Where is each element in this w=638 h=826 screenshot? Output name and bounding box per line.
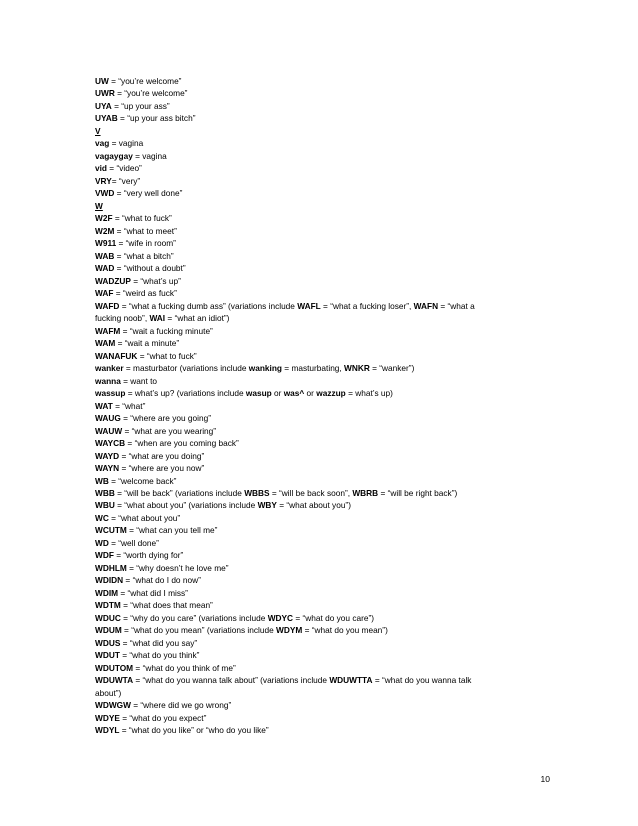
page-number: 10 [540, 774, 550, 784]
definition-text: = “what does that mean” [120, 600, 213, 611]
definition-text: = “what do you like” or “who do you like” [119, 725, 269, 736]
glossary-line [95, 487, 545, 499]
definition-text: = “wait a fucking minute” [120, 325, 213, 336]
term: W2M [95, 225, 115, 236]
definition-text: = “without a doubt” [114, 263, 186, 274]
glossary-line [95, 100, 545, 112]
glossary-line [95, 674, 545, 686]
glossary-entries [95, 75, 545, 737]
term: UYA [95, 100, 112, 111]
term: WAT [95, 400, 113, 411]
glossary-line [95, 512, 545, 524]
term: WDYE [95, 712, 120, 723]
glossary-line [95, 687, 545, 699]
term: W911 [95, 238, 117, 249]
definition-text: = “where are you going” [120, 413, 211, 424]
glossary-line [95, 325, 545, 337]
glossary-line [95, 237, 545, 249]
term: WBRB [352, 487, 379, 498]
definition-text: = what’s up? (variations include [125, 388, 246, 399]
term: wazzup [316, 388, 346, 399]
section-letter: W [95, 200, 103, 211]
definition-text: = masturbating, [282, 363, 345, 374]
section-heading [95, 200, 545, 212]
term: WBB [95, 487, 115, 498]
definition-text: = “what do you think” [119, 650, 200, 661]
term: was^ [283, 388, 305, 399]
definition-text: = masturbator (variations include [123, 363, 249, 374]
glossary-line [95, 412, 545, 424]
definition-text: = “weird as fuck” [113, 288, 177, 299]
definition-text: = “will be back” (variations include [114, 487, 245, 498]
term: WAM [95, 338, 116, 349]
glossary-line [95, 75, 545, 87]
definition-text: fucking noob”, [95, 313, 150, 324]
definition-text: = “will be back soon”, [269, 487, 353, 498]
term: WDUTOM [95, 662, 134, 673]
definition-text: = “up your ass” [111, 100, 170, 111]
glossary-line [95, 287, 545, 299]
definition-text: = “what are you doing” [119, 450, 205, 461]
term: UWR [95, 88, 115, 99]
glossary-line [95, 574, 545, 586]
definition-text: = “what about you”) [276, 500, 351, 511]
definition-text: about”) [95, 687, 122, 698]
glossary-line [95, 275, 545, 287]
definition-text: = “what can you tell me” [126, 525, 218, 536]
term: wanker [95, 363, 124, 374]
term: UYAB [95, 113, 118, 124]
term: WAB [95, 250, 115, 261]
glossary-line [95, 337, 545, 349]
term: WDF [95, 550, 114, 561]
glossary-line [95, 599, 545, 611]
glossary-line [95, 137, 545, 149]
term: UW [95, 76, 109, 86]
section-heading [95, 125, 545, 137]
glossary-line [95, 212, 545, 224]
glossary-line [95, 699, 545, 711]
term: WAFD [95, 300, 120, 311]
definition-text: = “what about you” (variations include [114, 500, 258, 511]
definition-text: = “worth dying for” [113, 550, 184, 561]
definition-text: = “video” [107, 163, 142, 174]
definition-text: = “what do you care”) [293, 612, 374, 623]
term: WADZUP [95, 275, 131, 286]
glossary-line [95, 499, 545, 511]
term: wasup [245, 388, 272, 399]
definition-text: = “very well done” [114, 188, 183, 199]
glossary-line [95, 362, 545, 374]
definition-text: = “why do you care” (variations include [120, 612, 268, 623]
term: wassup [95, 388, 126, 399]
glossary-line [95, 562, 545, 574]
term: WDYM [276, 625, 303, 636]
definition-text: = “what are you wearing” [122, 425, 217, 436]
term: wanna [95, 375, 121, 386]
term: WDYL [95, 725, 120, 736]
glossary-line [95, 649, 545, 661]
definition-text: = “what’s up” [130, 275, 181, 286]
term: WAYD [95, 450, 120, 461]
glossary-line [95, 250, 545, 262]
glossary-line [95, 549, 545, 561]
term: WBY [257, 500, 277, 511]
term: VRY [95, 175, 112, 186]
definition-text: = “wife in room” [116, 238, 176, 249]
term: W2F [95, 213, 113, 224]
definition-text: = “what do you mean”) [302, 625, 388, 636]
glossary-line [95, 587, 545, 599]
term: WDUS [95, 637, 121, 648]
term: WAD [95, 263, 115, 274]
glossary-line [95, 662, 545, 674]
definition-text: = “when are you coming back” [125, 438, 239, 449]
term: vag [95, 138, 110, 149]
glossary-line [95, 425, 545, 437]
term: WAYN [95, 463, 120, 474]
glossary-line [95, 150, 545, 162]
term: WAUG [95, 413, 121, 424]
definition-text: = “what do you expect” [119, 712, 207, 723]
definition-text: = want to [120, 375, 158, 386]
definition-text: = “you’re welcome” [114, 88, 188, 99]
term: WNKR [344, 363, 370, 374]
term: WAFM [95, 325, 121, 336]
term: WDYC [267, 612, 294, 623]
term: WAYCB [95, 438, 126, 449]
glossary-line [95, 524, 545, 536]
term: WAFL [297, 300, 321, 311]
definition-text: or [271, 388, 284, 399]
definition-text: = “what about you” [108, 512, 181, 523]
term: vagaygay [95, 150, 133, 161]
definition-text: = vagina [132, 150, 167, 161]
definition-text: = “what do you wanna talk [372, 675, 472, 686]
definition-text: = vagina [109, 138, 144, 149]
definition-text: = “what did you say” [120, 637, 198, 648]
term: WAI [149, 313, 166, 324]
glossary-line [95, 262, 545, 274]
definition-text: = “what do you wanna talk about” (variations include [133, 675, 330, 686]
term: WAFN [413, 300, 439, 311]
glossary-line [95, 375, 545, 387]
glossary-line [95, 87, 545, 99]
definition-text: = “where are you now” [119, 463, 205, 474]
term: WDUC [95, 612, 121, 623]
glossary-line [95, 624, 545, 636]
definition-text: = “you’re welcome” [108, 76, 182, 86]
term: WDTM [95, 600, 121, 611]
definition-text: = “what” [112, 400, 146, 411]
glossary-line [95, 387, 545, 399]
glossary-line [95, 175, 545, 187]
term: WDIM [95, 587, 119, 598]
definition-text: = “what to fuck” [112, 213, 172, 224]
glossary-line [95, 537, 545, 549]
glossary-line [95, 112, 545, 124]
glossary-line [95, 724, 545, 736]
term: WB [95, 475, 109, 486]
term: WDUWTTA [329, 675, 373, 686]
definition-text: = “what do you mean” (variations include [121, 625, 276, 636]
term: WBU [95, 500, 115, 511]
definition-text: = “well done” [108, 537, 159, 548]
term: vid [95, 163, 107, 174]
definition-text: or [304, 388, 317, 399]
term: VWD [95, 188, 115, 199]
term: WANAFUK [95, 350, 138, 361]
term: WAF [95, 288, 114, 299]
definition-text: = “wanker”) [369, 363, 415, 374]
glossary-line [95, 312, 545, 324]
definition-text: = “what an idiot”) [165, 313, 230, 324]
glossary-line [95, 712, 545, 724]
definition-text: = “what do you think of me” [133, 662, 236, 673]
glossary-line [95, 350, 545, 362]
definition-text: = “what a fucking loser”, [320, 300, 414, 311]
glossary-line [95, 162, 545, 174]
glossary-line [95, 400, 545, 412]
definition-text: = “where did we go wrong” [130, 700, 232, 711]
definition-text: = “welcome back” [108, 475, 177, 486]
glossary-line [95, 225, 545, 237]
term: WDWGW [95, 700, 131, 711]
glossary-line [95, 450, 545, 462]
glossary-line [95, 462, 545, 474]
definition-text: = what’s up) [345, 388, 393, 399]
definition-text: = “what a fucking dumb ass” (variations include [119, 300, 298, 311]
term: WD [95, 537, 109, 548]
term: wanking [248, 363, 282, 374]
term: WDHLM [95, 562, 127, 573]
definition-text: = “very” [111, 175, 141, 186]
term: WDIDN [95, 575, 124, 586]
glossary-line [95, 637, 545, 649]
term: WC [95, 512, 109, 523]
definition-text: = “wait a minute” [115, 338, 180, 349]
definition-text: = “what a [438, 300, 475, 311]
section-letter: V [95, 125, 101, 136]
definition-text: = “will be right back”) [378, 487, 458, 498]
term: WDUT [95, 650, 120, 661]
glossary-line [95, 475, 545, 487]
definition-text: = “why doesn’t he love me” [126, 562, 229, 573]
term: WDUWTA [95, 675, 134, 686]
definition-text: = “what do I do now” [123, 575, 201, 586]
term: WAUW [95, 425, 123, 436]
definition-text: = “what to meet” [114, 225, 177, 236]
term: WCUTM [95, 525, 127, 536]
definition-text: = “what a bitch” [114, 250, 174, 261]
definition-text: = “what did I miss” [118, 587, 188, 598]
glossary-line [95, 300, 545, 312]
definition-text: = “up your ass bitch” [117, 113, 196, 124]
glossary-line [95, 187, 545, 199]
definition-text: = “what to fuck” [137, 350, 197, 361]
glossary-line [95, 437, 545, 449]
term: WBBS [244, 487, 270, 498]
glossary-line [95, 612, 545, 624]
term: WDUM [95, 625, 122, 636]
